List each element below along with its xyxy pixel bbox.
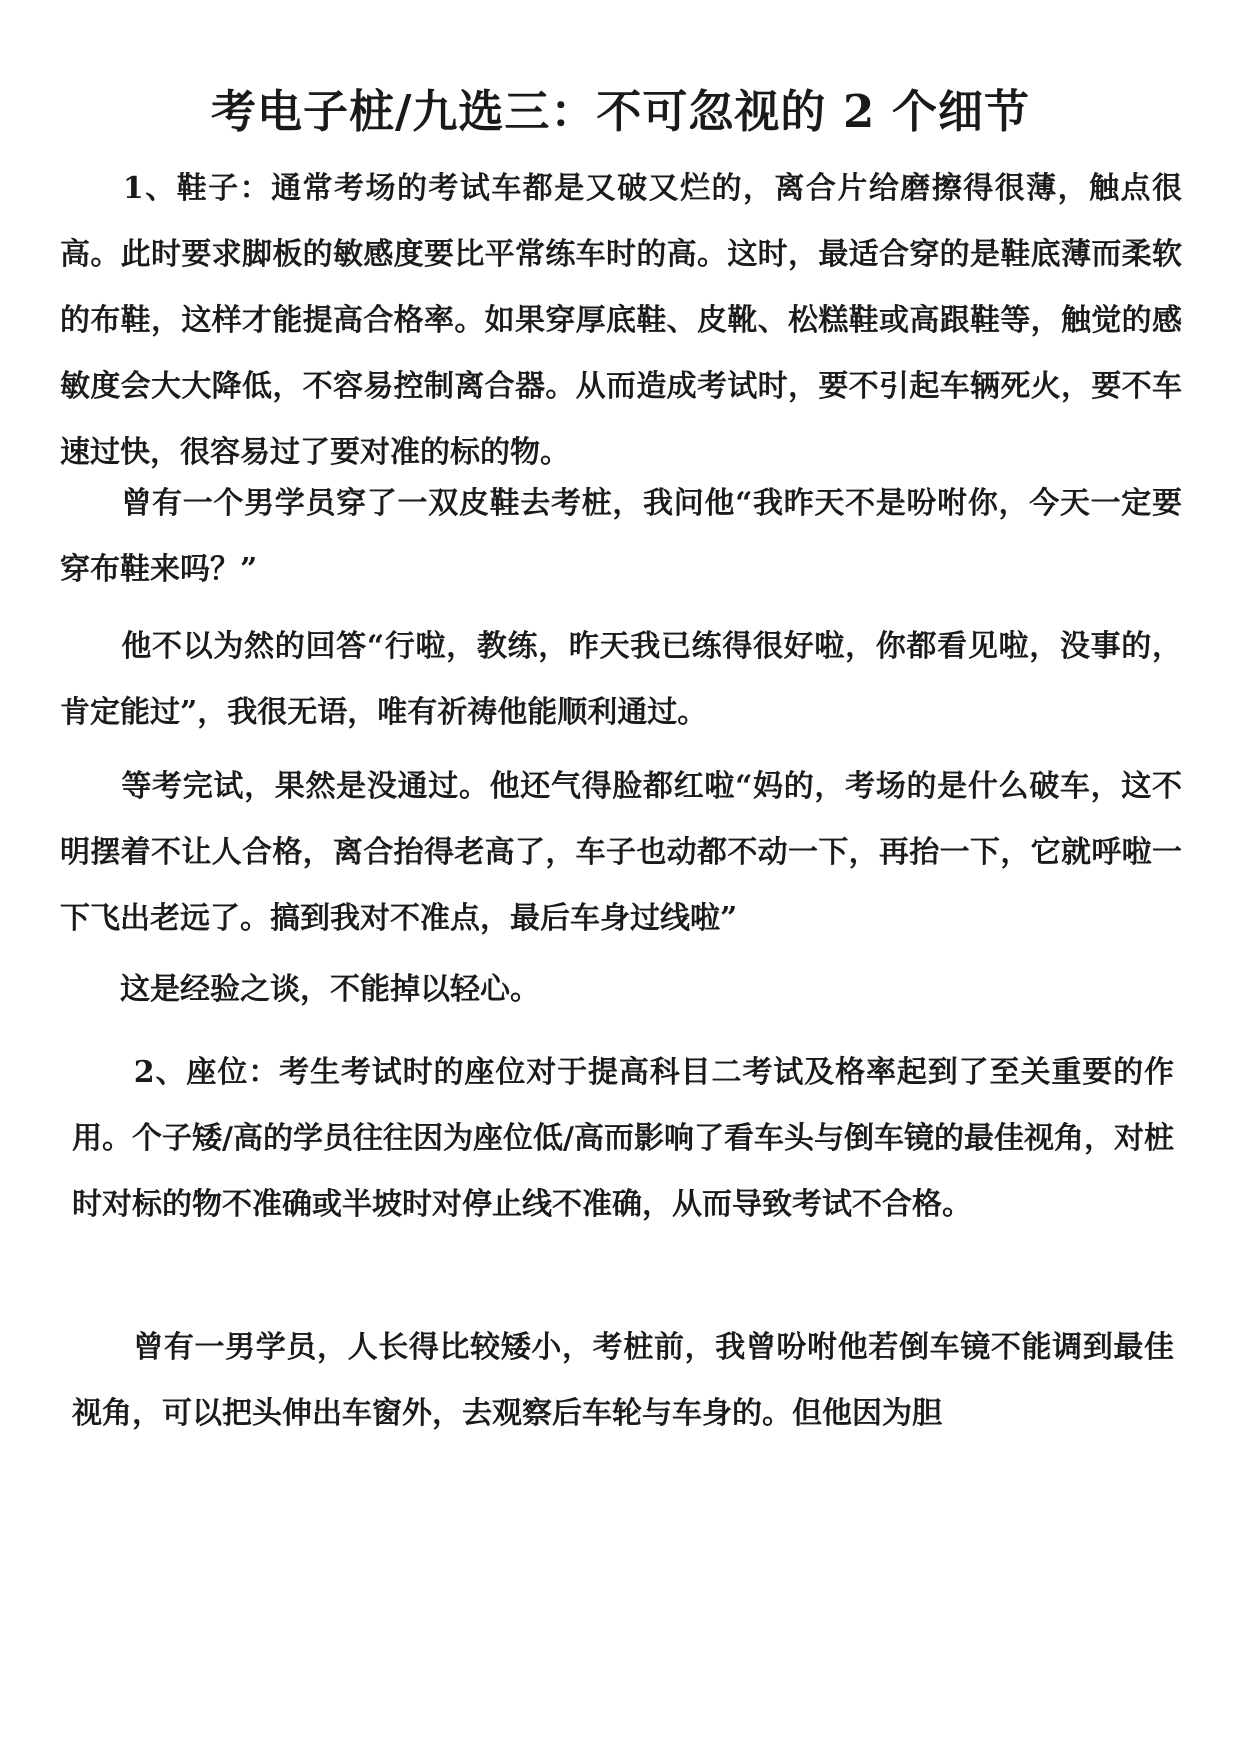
paragraph-student-reply: 他不以为然的回答“行啦，教练，昨天我已练得很好啦，你都看见啦，没事的，肯定能过”，我很无语，唯有祈祷他能顺利通过。 [60, 629, 1182, 730]
paragraph-lesson: 这是经验之谈，不能掉以轻心。 [60, 972, 540, 1007]
paragraph-student-shoes-story: 曾有一个男学员穿了一双皮鞋去考桩，我问他“我昨天不是吩咐你，今天一定要穿布鞋来吗？” [60, 486, 1182, 587]
paragraph-exam-result: 等考完试，果然是没通过。他还气得脸都红啦“妈的，考场的是什么破车，这不明摆着不让人合格，离合抬得老高了，车子也动都不动一下，再抬一下，它就呼啦一下飞出老远了。搞到我对不准点，最后车身过线啦” [60, 769, 1182, 936]
document-title: 考电子桩/九选三：不可忽视的 2 个细节 [210, 85, 1031, 138]
paragraph-shoes: 1、鞋子：通常考场的考试车都是又破又烂的，离合片给磨擦得很薄，触点很高。此时要求脚板的敏感度要比平常练车时的高。这时，最适合穿的是鞋底薄而柔软的布鞋，这样才能提高合格率。如果穿厚底鞋、皮靴、松糕鞋或高跟鞋等，触觉的感敏度会大大降低，不容易控制离合器。从而造成考试时，要不引起车辆死火，要不车速过快，很容易过了要对准的标的物。 [60, 171, 1182, 470]
paragraph-seat-story: 曾有一男学员，人长得比较矮小，考桩前，我曾吩咐他若倒车镜不能调到最佳视角，可以把头伸出车窗外，去观察后车轮与车身的。但他因为胆 [72, 1330, 1174, 1431]
paragraph-seat: 2、座位：考生考试时的座位对于提高科目二考试及格率起到了至关重要的作用。个子矮/高的学员往往因为座位低/高而影响了看车头与倒车镜的最佳视角，对桩时对标的物不准确或半坡时对停止线不准确，从而导致考试不合格。 [72, 1055, 1174, 1222]
